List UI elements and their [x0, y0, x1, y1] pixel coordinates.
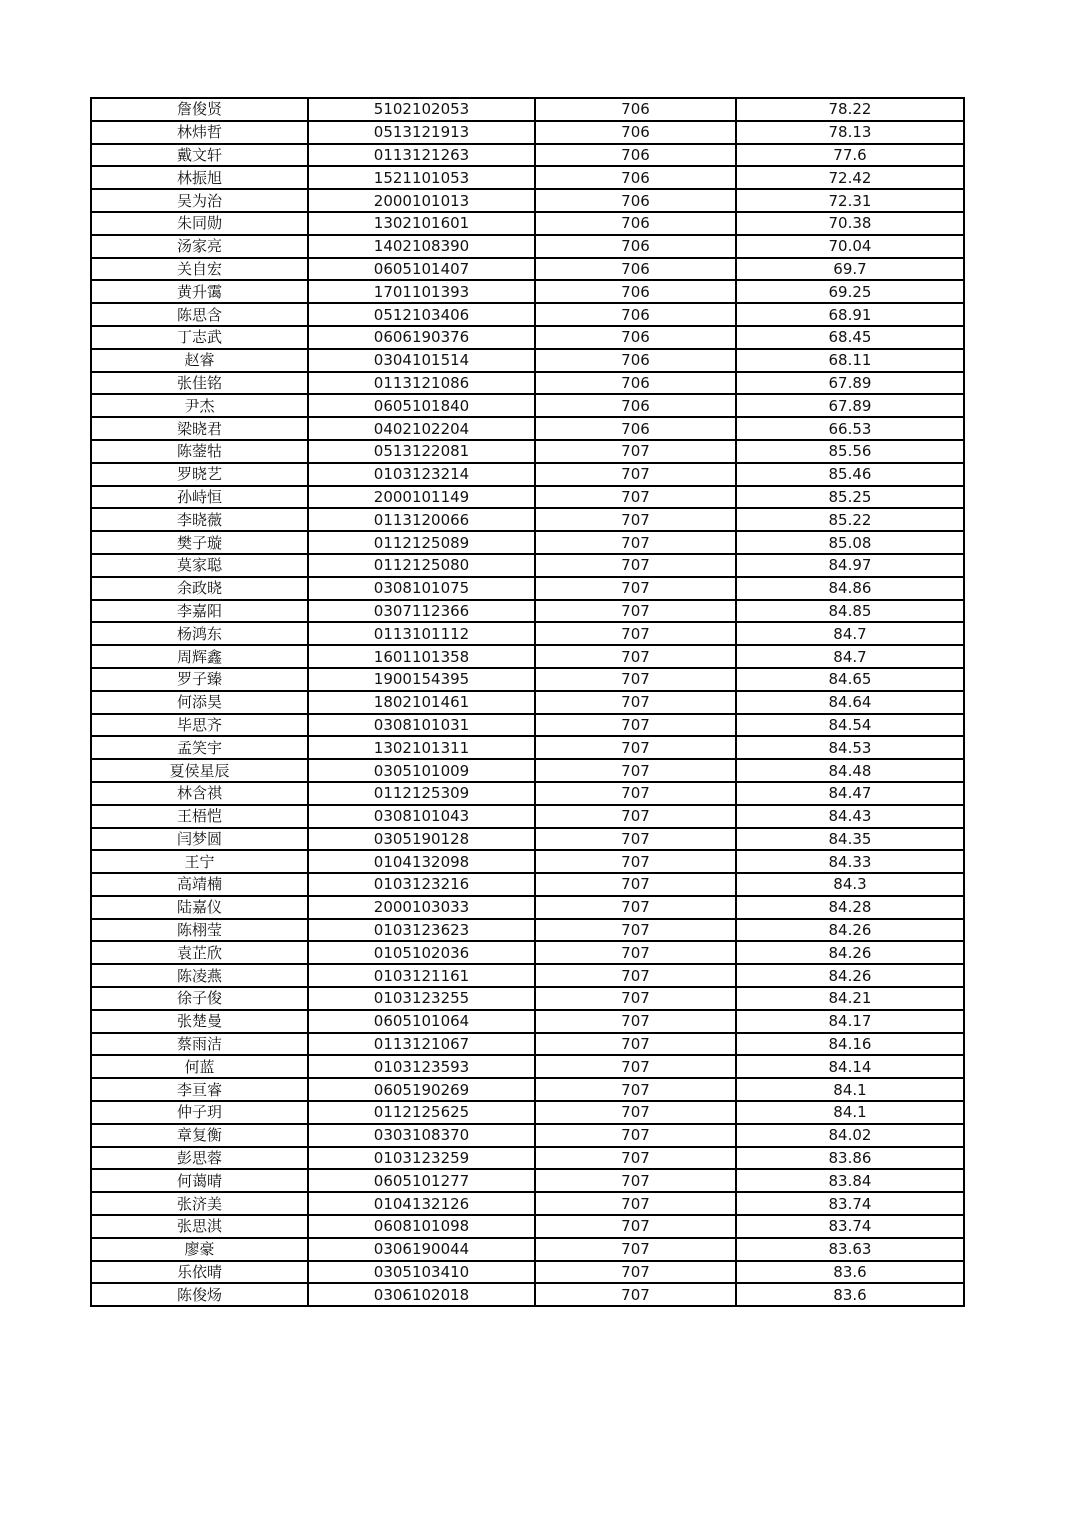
- name-cell: 尹杰: [91, 394, 308, 417]
- code-cell: 706: [535, 235, 736, 258]
- score-cell: 69.25: [736, 280, 964, 303]
- id-cell: 0308101043: [308, 805, 535, 828]
- name-cell: 陈栩莹: [91, 919, 308, 942]
- score-cell: 84.26: [736, 964, 964, 987]
- code-cell: 707: [535, 1010, 736, 1033]
- name-cell: 王梧恺: [91, 805, 308, 828]
- score-cell: 84.53: [736, 736, 964, 759]
- name-cell: 陈凌燕: [91, 964, 308, 987]
- score-cell: 68.91: [736, 303, 964, 326]
- score-cell: 72.42: [736, 166, 964, 189]
- code-cell: 707: [535, 1055, 736, 1078]
- code-cell: 707: [535, 440, 736, 463]
- id-cell: 0605190269: [308, 1078, 535, 1101]
- table-row: [91, 828, 964, 851]
- name-cell: 丁志武: [91, 326, 308, 349]
- name-cell: 蔡雨洁: [91, 1033, 308, 1056]
- name-cell: 杨鸿东: [91, 622, 308, 645]
- code-cell: 706: [535, 189, 736, 212]
- name-cell: 王宁: [91, 850, 308, 873]
- id-cell: 2000103033: [308, 896, 535, 919]
- code-cell: 707: [535, 1033, 736, 1056]
- score-cell: 84.7: [736, 645, 964, 668]
- id-cell: 0402102204: [308, 417, 535, 440]
- table-row: [91, 235, 964, 258]
- table-row: [91, 1078, 964, 1101]
- name-cell: 陈俊炀: [91, 1283, 308, 1306]
- id-cell: 1302101311: [308, 736, 535, 759]
- name-cell: 黄升霭: [91, 280, 308, 303]
- name-cell: 陈蓥牯: [91, 440, 308, 463]
- name-cell: 章复衡: [91, 1124, 308, 1147]
- score-cell: 66.53: [736, 417, 964, 440]
- code-cell: 707: [535, 873, 736, 896]
- id-cell: 0113121263: [308, 144, 535, 167]
- name-cell: 高靖楠: [91, 873, 308, 896]
- name-cell: 彭思蓉: [91, 1147, 308, 1170]
- score-cell: 67.89: [736, 372, 964, 395]
- table-row: [91, 1010, 964, 1033]
- table-row: [91, 1169, 964, 1192]
- table-row: [91, 691, 964, 714]
- id-cell: 0305190128: [308, 828, 535, 851]
- score-cell: 68.45: [736, 326, 964, 349]
- code-cell: 707: [535, 1147, 736, 1170]
- table-row: [91, 508, 964, 531]
- table-row: [91, 394, 964, 417]
- table-row: [91, 326, 964, 349]
- table-row: [91, 1055, 964, 1078]
- table-row: [91, 987, 964, 1010]
- name-cell: 何蔼晴: [91, 1169, 308, 1192]
- id-cell: 0306190044: [308, 1238, 535, 1261]
- name-cell: 乐依晴: [91, 1261, 308, 1284]
- name-cell: 李嘉阳: [91, 600, 308, 623]
- code-cell: 707: [535, 759, 736, 782]
- code-cell: 706: [535, 144, 736, 167]
- id-cell: 0605101840: [308, 394, 535, 417]
- code-cell: 707: [535, 805, 736, 828]
- code-cell: 707: [535, 1078, 736, 1101]
- table-row: [91, 417, 964, 440]
- code-cell: 707: [535, 600, 736, 623]
- table-row: [91, 873, 964, 896]
- name-cell: 张济美: [91, 1192, 308, 1215]
- id-cell: 2000101013: [308, 189, 535, 212]
- table-row: [91, 463, 964, 486]
- name-cell: 朱同勋: [91, 212, 308, 235]
- id-cell: 0113121086: [308, 372, 535, 395]
- name-cell: 毕思齐: [91, 714, 308, 737]
- score-cell: 83.84: [736, 1169, 964, 1192]
- table-row: [91, 805, 964, 828]
- table-row: [91, 303, 964, 326]
- table-row: [91, 1238, 964, 1261]
- score-cell: 84.17: [736, 1010, 964, 1033]
- id-cell: 0303108370: [308, 1124, 535, 1147]
- code-cell: 706: [535, 121, 736, 144]
- name-cell: 陈思含: [91, 303, 308, 326]
- code-cell: 706: [535, 417, 736, 440]
- code-cell: 706: [535, 166, 736, 189]
- code-cell: 706: [535, 372, 736, 395]
- id-cell: 0113121067: [308, 1033, 535, 1056]
- id-cell: 0103123255: [308, 987, 535, 1010]
- score-cell: 77.6: [736, 144, 964, 167]
- code-cell: 707: [535, 1215, 736, 1238]
- code-cell: 707: [535, 782, 736, 805]
- code-cell: 707: [535, 1124, 736, 1147]
- name-cell: 李亘睿: [91, 1078, 308, 1101]
- name-cell: 莫家聪: [91, 554, 308, 577]
- table-row: [91, 440, 964, 463]
- id-cell: 0103123216: [308, 873, 535, 896]
- name-cell: 陆嘉仪: [91, 896, 308, 919]
- table-row: [91, 759, 964, 782]
- table-row: [91, 896, 964, 919]
- table-row: [91, 1283, 964, 1306]
- name-cell: 林炜哲: [91, 121, 308, 144]
- name-cell: 张佳铭: [91, 372, 308, 395]
- name-cell: 赵睿: [91, 349, 308, 372]
- score-cell: 70.04: [736, 235, 964, 258]
- code-cell: 707: [535, 987, 736, 1010]
- id-cell: 0606190376: [308, 326, 535, 349]
- code-cell: 706: [535, 303, 736, 326]
- code-cell: 706: [535, 212, 736, 235]
- score-cell: 83.6: [736, 1283, 964, 1306]
- name-cell: 关自宏: [91, 258, 308, 281]
- table-row: [91, 166, 964, 189]
- id-cell: 0103123259: [308, 1147, 535, 1170]
- id-cell: 1900154395: [308, 668, 535, 691]
- id-cell: 0103121161: [308, 964, 535, 987]
- name-cell: 孙峙恒: [91, 486, 308, 509]
- code-cell: 706: [535, 326, 736, 349]
- score-cell: 84.33: [736, 850, 964, 873]
- id-cell: 0513121913: [308, 121, 535, 144]
- code-cell: 707: [535, 486, 736, 509]
- id-cell: 1521101053: [308, 166, 535, 189]
- code-cell: 707: [535, 828, 736, 851]
- table-row: [91, 212, 964, 235]
- code-cell: 707: [535, 531, 736, 554]
- id-cell: 0112125309: [308, 782, 535, 805]
- id-cell: 1802101461: [308, 691, 535, 714]
- id-cell: 0112125089: [308, 531, 535, 554]
- id-cell: 1601101358: [308, 645, 535, 668]
- name-cell: 夏侯星辰: [91, 759, 308, 782]
- score-cell: 83.63: [736, 1238, 964, 1261]
- id-cell: 0307112366: [308, 600, 535, 623]
- table-row: [91, 577, 964, 600]
- id-cell: 0104132126: [308, 1192, 535, 1215]
- table-row: [91, 964, 964, 987]
- id-cell: 1701101393: [308, 280, 535, 303]
- score-cell: 85.46: [736, 463, 964, 486]
- name-cell: 汤家亮: [91, 235, 308, 258]
- id-cell: 0103123593: [308, 1055, 535, 1078]
- code-cell: 707: [535, 691, 736, 714]
- score-cell: 84.02: [736, 1124, 964, 1147]
- name-cell: 詹俊贤: [91, 98, 308, 121]
- name-cell: 林振旭: [91, 166, 308, 189]
- table-row: [91, 486, 964, 509]
- score-cell: 84.47: [736, 782, 964, 805]
- table-row: [91, 782, 964, 805]
- score-cell: 85.08: [736, 531, 964, 554]
- id-cell: 0308101075: [308, 577, 535, 600]
- table-row: [91, 1261, 964, 1284]
- score-cell: 85.56: [736, 440, 964, 463]
- code-cell: 707: [535, 1101, 736, 1124]
- id-cell: 0103123623: [308, 919, 535, 942]
- id-cell: 0304101514: [308, 349, 535, 372]
- table-row: [91, 144, 964, 167]
- name-cell: 孟笑宇: [91, 736, 308, 759]
- table-row: [91, 1033, 964, 1056]
- code-cell: 707: [535, 964, 736, 987]
- score-cell: 84.1: [736, 1078, 964, 1101]
- code-cell: 706: [535, 394, 736, 417]
- table-row: [91, 850, 964, 873]
- name-cell: 袁芷欣: [91, 941, 308, 964]
- table-row: [91, 121, 964, 144]
- table-row: [91, 189, 964, 212]
- code-cell: 707: [535, 714, 736, 737]
- code-cell: 706: [535, 258, 736, 281]
- table-row: [91, 258, 964, 281]
- table-row: [91, 531, 964, 554]
- score-cell: 84.7: [736, 622, 964, 645]
- name-cell: 仲子玥: [91, 1101, 308, 1124]
- name-cell: 何蓝: [91, 1055, 308, 1078]
- score-cell: 83.6: [736, 1261, 964, 1284]
- score-cell: 84.35: [736, 828, 964, 851]
- name-cell: 张楚曼: [91, 1010, 308, 1033]
- id-cell: 5102102053: [308, 98, 535, 121]
- code-cell: 707: [535, 941, 736, 964]
- name-cell: 罗晓艺: [91, 463, 308, 486]
- code-cell: 707: [535, 850, 736, 873]
- table-row: [91, 600, 964, 623]
- score-cell: 84.1: [736, 1101, 964, 1124]
- table-row: [91, 645, 964, 668]
- name-cell: 林含祺: [91, 782, 308, 805]
- score-cell: 84.26: [736, 919, 964, 942]
- table-row: [91, 1192, 964, 1215]
- id-cell: 0113101112: [308, 622, 535, 645]
- id-cell: 0112125625: [308, 1101, 535, 1124]
- table-row: [91, 1147, 964, 1170]
- score-cell: 68.11: [736, 349, 964, 372]
- name-cell: 徐子俊: [91, 987, 308, 1010]
- score-cell: 72.31: [736, 189, 964, 212]
- code-cell: 707: [535, 736, 736, 759]
- id-cell: 0105102036: [308, 941, 535, 964]
- score-cell: 84.26: [736, 941, 964, 964]
- id-cell: 1402108390: [308, 235, 535, 258]
- code-cell: 707: [535, 508, 736, 531]
- name-cell: 廖豪: [91, 1238, 308, 1261]
- score-cell: 84.48: [736, 759, 964, 782]
- table-row: [91, 1101, 964, 1124]
- table-row: [91, 622, 964, 645]
- id-cell: 0513122081: [308, 440, 535, 463]
- table-row: [91, 1215, 964, 1238]
- code-cell: 707: [535, 896, 736, 919]
- score-cell: 85.22: [736, 508, 964, 531]
- id-cell: 0104132098: [308, 850, 535, 873]
- id-cell: 0605101277: [308, 1169, 535, 1192]
- score-cell: 84.97: [736, 554, 964, 577]
- score-cell: 78.13: [736, 121, 964, 144]
- code-cell: 707: [535, 463, 736, 486]
- code-cell: 707: [535, 577, 736, 600]
- code-cell: 707: [535, 1238, 736, 1261]
- score-cell: 84.21: [736, 987, 964, 1010]
- code-cell: 707: [535, 1283, 736, 1306]
- name-cell: 戴文轩: [91, 144, 308, 167]
- code-cell: 706: [535, 280, 736, 303]
- id-cell: 0605101407: [308, 258, 535, 281]
- id-cell: 2000101149: [308, 486, 535, 509]
- table-row: [91, 98, 964, 121]
- table-row: [91, 1124, 964, 1147]
- table-row: [91, 554, 964, 577]
- id-cell: 0305101009: [308, 759, 535, 782]
- table-row: [91, 736, 964, 759]
- score-cell: 83.74: [736, 1215, 964, 1238]
- score-cell: 83.74: [736, 1192, 964, 1215]
- score-cell: 84.14: [736, 1055, 964, 1078]
- table-row: [91, 668, 964, 691]
- id-cell: 1302101601: [308, 212, 535, 235]
- id-cell: 0605101064: [308, 1010, 535, 1033]
- code-cell: 706: [535, 98, 736, 121]
- score-cell: 83.86: [736, 1147, 964, 1170]
- id-cell: 0608101098: [308, 1215, 535, 1238]
- score-cell: 70.38: [736, 212, 964, 235]
- score-cell: 84.54: [736, 714, 964, 737]
- score-table: [90, 97, 965, 1307]
- code-cell: 707: [535, 668, 736, 691]
- score-cell: 84.86: [736, 577, 964, 600]
- name-cell: 张思淇: [91, 1215, 308, 1238]
- score-cell: 69.7: [736, 258, 964, 281]
- name-cell: 樊子璇: [91, 531, 308, 554]
- id-cell: 0305103410: [308, 1261, 535, 1284]
- code-cell: 707: [535, 1192, 736, 1215]
- id-cell: 0112125080: [308, 554, 535, 577]
- name-cell: 罗子臻: [91, 668, 308, 691]
- id-cell: 0512103406: [308, 303, 535, 326]
- table-row: [91, 349, 964, 372]
- code-cell: 707: [535, 554, 736, 577]
- score-cell: 84.28: [736, 896, 964, 919]
- code-cell: 707: [535, 645, 736, 668]
- table-row: [91, 280, 964, 303]
- table-row: [91, 919, 964, 942]
- name-cell: 余政晓: [91, 577, 308, 600]
- code-cell: 707: [535, 919, 736, 942]
- score-cell: 84.43: [736, 805, 964, 828]
- id-cell: 0308101031: [308, 714, 535, 737]
- score-cell: 85.25: [736, 486, 964, 509]
- score-cell: 84.3: [736, 873, 964, 896]
- score-cell: 84.64: [736, 691, 964, 714]
- id-cell: 0113120066: [308, 508, 535, 531]
- code-cell: 707: [535, 1169, 736, 1192]
- score-cell: 84.85: [736, 600, 964, 623]
- code-cell: 706: [535, 349, 736, 372]
- name-cell: 吴为治: [91, 189, 308, 212]
- score-cell: 84.65: [736, 668, 964, 691]
- table-row: [91, 941, 964, 964]
- name-cell: 何添昊: [91, 691, 308, 714]
- code-cell: 707: [535, 1261, 736, 1284]
- score-cell: 84.16: [736, 1033, 964, 1056]
- score-cell: 67.89: [736, 394, 964, 417]
- table-row: [91, 372, 964, 395]
- name-cell: 闫梦圆: [91, 828, 308, 851]
- name-cell: 梁晓君: [91, 417, 308, 440]
- id-cell: 0103123214: [308, 463, 535, 486]
- table-row: [91, 714, 964, 737]
- code-cell: 707: [535, 622, 736, 645]
- score-cell: 78.22: [736, 98, 964, 121]
- score-table-body: [91, 98, 964, 1306]
- name-cell: 周辉鑫: [91, 645, 308, 668]
- name-cell: 李晓薇: [91, 508, 308, 531]
- id-cell: 0306102018: [308, 1283, 535, 1306]
